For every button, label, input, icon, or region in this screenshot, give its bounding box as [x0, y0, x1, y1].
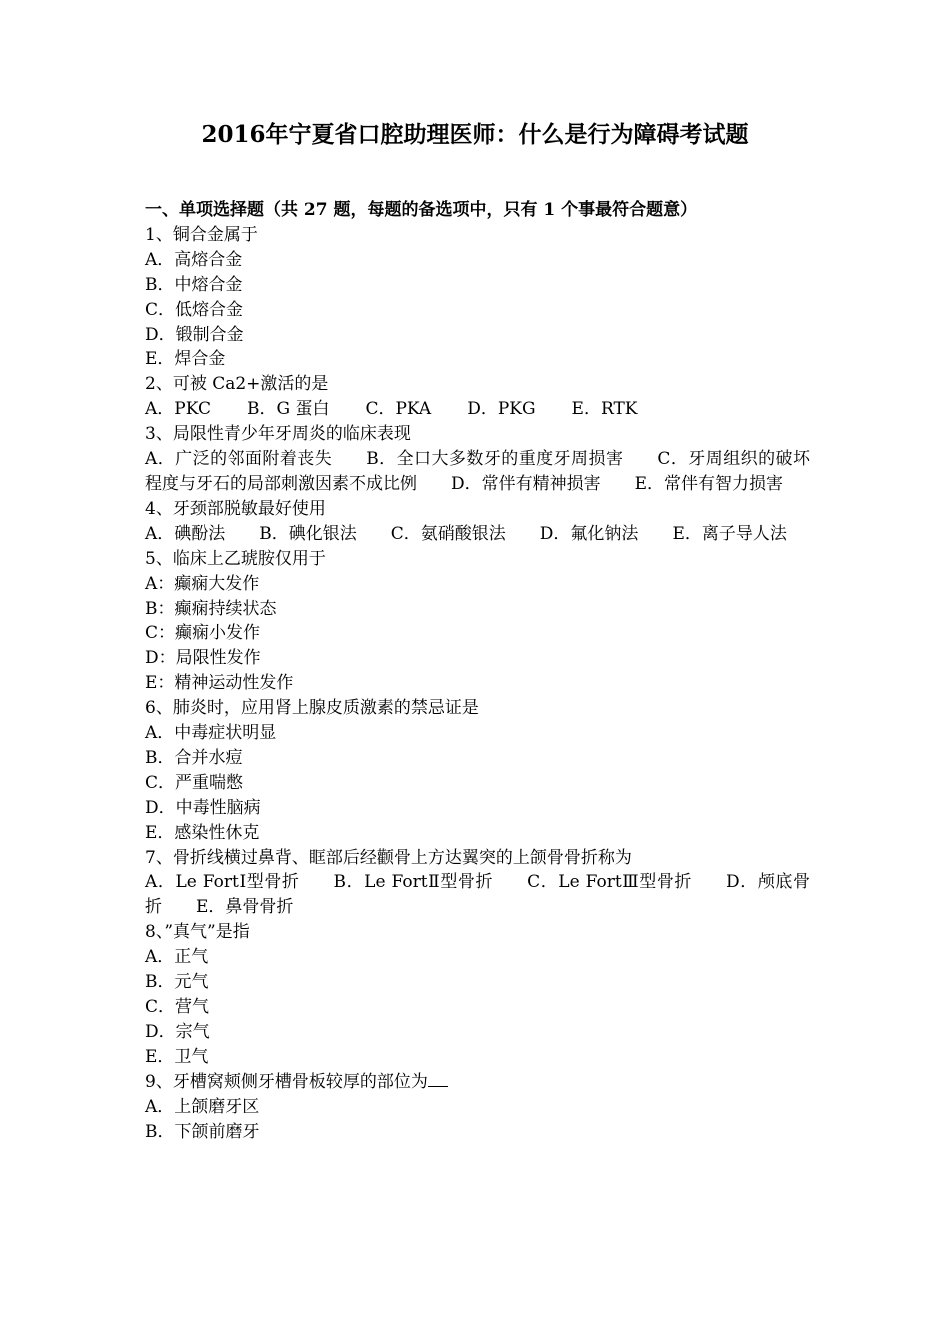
option: A：癫痫大发作 — [145, 573, 260, 594]
option-row — [145, 397, 810, 422]
option: B．合并水痘 — [145, 747, 243, 768]
option: B．G 蛋白 — [246, 399, 330, 420]
question-stem: 4、牙颈部脱敏最好使用 — [145, 498, 326, 519]
option: A．PKC — [145, 399, 211, 420]
question-stem: 6、肺炎时，应用肾上腺皮质激素的禁忌证是 — [145, 698, 479, 719]
question-stem: 2、可被 Ca2+激活的是 — [145, 374, 329, 395]
option: D：局限性发作 — [145, 648, 261, 669]
option: D．颅底骨折 — [145, 872, 810, 918]
option: E．常伴有智力损害 — [634, 473, 784, 494]
option: B．中熔合金 — [145, 274, 243, 295]
option: C．严重喘憋 — [145, 772, 244, 793]
section-heading: 一、单项选择题（共 27 题，每题的备选项中，只有 1 个事最符合题意） — [145, 200, 698, 220]
option: C．Le FortⅢ型骨折 — [527, 872, 693, 893]
option: C．牙周组织的破坏程度与牙石的局部刺激因素不成比例 — [145, 449, 810, 494]
answer-blank — [428, 1070, 448, 1087]
question-stem-row — [145, 1070, 810, 1095]
question-stem: 1、铜合金属于 — [145, 224, 258, 245]
option: E．离子导人法 — [672, 523, 787, 544]
option: A．正气 — [145, 947, 209, 968]
option-row — [145, 870, 810, 920]
document-title: 2016年宁夏省口腔助理医师：什么是行为障碍考试题 — [201, 121, 749, 148]
option: C．PKA — [365, 399, 432, 420]
option: D．宗气 — [145, 1021, 210, 1042]
option: D．中毒性脑病 — [145, 797, 261, 818]
option: A．广泛的邻面附着丧失 — [145, 449, 333, 470]
option: B：癫痫持续状态 — [145, 598, 277, 619]
option: E．卫气 — [145, 1046, 209, 1067]
option: A．Le FortⅠ型骨折 — [145, 872, 300, 893]
option: A．中毒症状明显 — [145, 723, 277, 744]
option: E．焊合金 — [145, 349, 226, 370]
option: B．全口大多数牙的重度牙周损害 — [366, 449, 624, 470]
question-stem: 9、牙槽窝颊侧牙槽骨板较厚的部位为 — [145, 1071, 428, 1092]
option: D．PKG — [467, 399, 536, 420]
option-row — [145, 447, 810, 497]
option: B．Le FortⅡ型骨折 — [333, 872, 494, 893]
option: E．RTK — [571, 399, 638, 420]
option: C．营气 — [145, 997, 210, 1017]
option: A．高熔合金 — [145, 249, 243, 270]
option: A．碘酚法 — [145, 523, 226, 544]
option: E：精神运动性发作 — [145, 673, 294, 694]
option-row — [145, 522, 810, 547]
option: D．氟化钠法 — [539, 523, 639, 544]
option: C．氨硝酸银法 — [390, 523, 506, 544]
option: B．下颌前磨牙 — [145, 1121, 260, 1142]
option: E．感染性休克 — [145, 822, 260, 843]
option: B．碘化银法 — [259, 523, 357, 544]
option: C．低熔合金 — [145, 299, 244, 320]
question-stem: 7、骨折线横过鼻背、眶部后经颧骨上方达翼突的上颌骨骨折称为 — [145, 847, 632, 868]
question-stem: 8、”真气”是指 — [145, 922, 250, 943]
option: D．锻制合金 — [145, 324, 244, 345]
option: A．上颌磨牙区 — [145, 1096, 260, 1117]
option: D．常伴有精神损害 — [451, 473, 601, 494]
option: E．鼻骨骨折 — [196, 897, 294, 918]
question-stem: 5、临床上乙琥胺仅用于 — [145, 548, 326, 569]
question-stem: 3、局限性青少年牙周炎的临床表现 — [145, 424, 411, 445]
question-list — [145, 198, 810, 1144]
option: C：癫痫小发作 — [145, 623, 261, 644]
option: B．元气 — [145, 972, 209, 993]
